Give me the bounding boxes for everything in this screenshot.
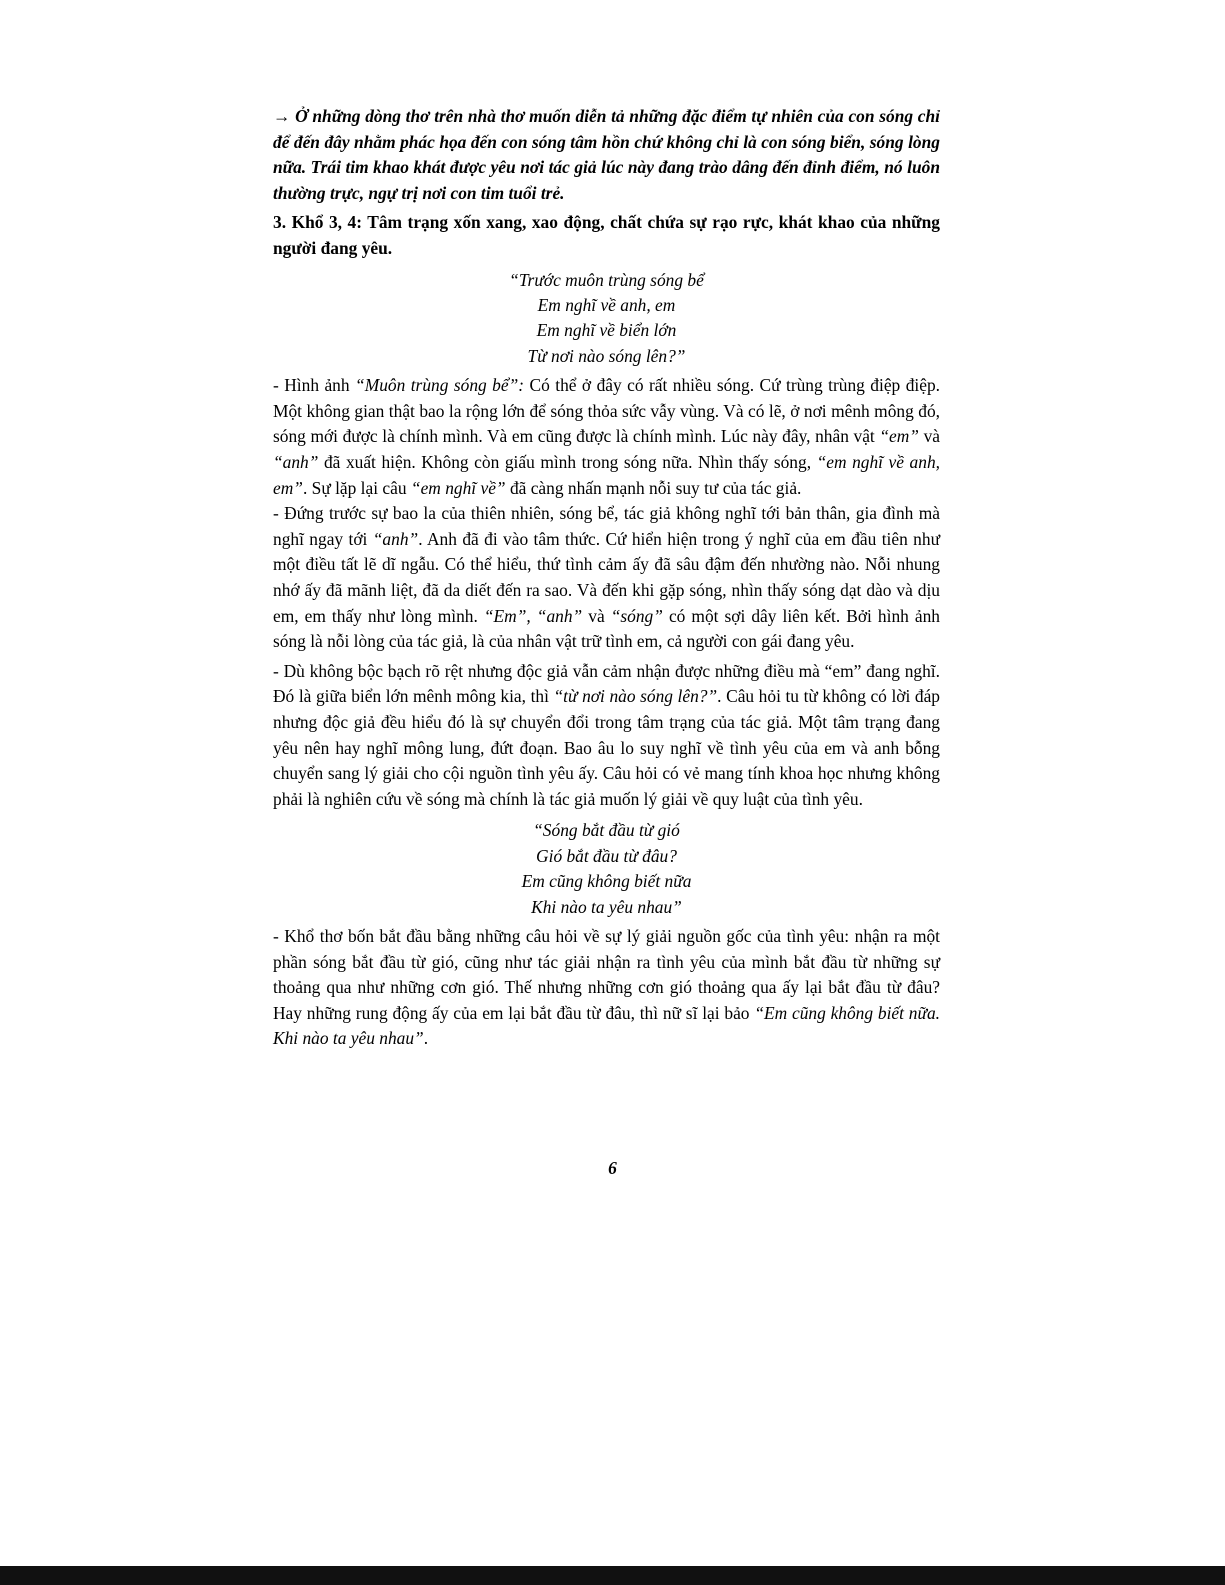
- quote-run: “anh”: [273, 451, 319, 472]
- section-heading: 3. Khổ 3, 4: Tâm trạng xốn xang, xao động, chất chứa sự rạo rực, khát khao của những người đang yêu.: [273, 212, 940, 258]
- quote-run: “Em”, “anh”: [483, 605, 583, 626]
- text-run: .: [423, 1028, 429, 1049]
- document-body: [273, 104, 940, 1052]
- text-run: đã xuất hiện. Không còn giấu mình trong sóng nữa. Nhìn thấy sóng,: [318, 451, 817, 472]
- arrow-right-icon: →: [273, 106, 291, 126]
- analysis-paragraph-3: [273, 659, 940, 813]
- quote-run: “em nghĩ về”: [410, 477, 506, 498]
- page-bottom-edge: [0, 1566, 1225, 1585]
- quote-run: “em nghĩ về anh, em”: [273, 451, 940, 498]
- text-run: - Dù không bộc bạch rõ rệt nhưng độc giả vẫn cảm nhận được những điều mà “em” đang nghĩ. Đó là giữa biển lớn mênh mông kia, thì: [273, 660, 940, 707]
- analysis-paragraph-2: [273, 501, 940, 655]
- text-run: và: [918, 426, 940, 447]
- text-run: . Sự lặp lại câu: [302, 477, 411, 498]
- text-run: và: [582, 605, 611, 626]
- text-run: đã càng nhấn mạnh nỗi suy tư của tác giả.: [505, 477, 802, 498]
- poem-line: “Sóng bắt đầu từ gió: [533, 820, 680, 841]
- poem-line: “Trước muôn trùng sóng bể: [509, 269, 704, 290]
- quote-run: “từ nơi nào sóng lên?”: [553, 686, 718, 707]
- quote-run: “em”: [879, 426, 919, 447]
- poem-line: Em nghĩ về biển lớn: [536, 320, 677, 341]
- text-run: . Anh đã đi vào tâm thức. Cứ hiển hiện trong ý nghĩ của em đầu tiên như một điều tất lẽ dĩ ngẫu. Có thể hiểu, thứ tình cảm ấy đã sâu đậm đến nhường nào. Nỗi nhung nhớ ấy đã mãnh liệt, đã da diết đến ra sao. Và đến khi gặp sóng, nhìn thấy sóng dạt dào và dịu em, em thấy như lòng mình.: [273, 528, 940, 626]
- intro-paragraph: [273, 104, 940, 206]
- poem-line: Em cũng không biết nữa: [521, 871, 692, 892]
- analysis-paragraph-1: [273, 373, 940, 501]
- quote-run: “Em cũng không biết nữa. Khi nào ta yêu nhau”: [273, 1002, 940, 1049]
- poem-line: Khi nào ta yêu nhau”: [531, 896, 682, 917]
- quote-run: “anh”: [372, 528, 419, 549]
- text-run: có một sợi dây liên kết. Bởi hình ảnh sóng là nỗi lòng của tác giả, là của nhân vật trữ tình em, cả người con gái đang yêu.: [273, 605, 940, 652]
- analysis-paragraph-4: [273, 924, 940, 1052]
- poem-stanza-3: [273, 268, 940, 370]
- poem-line: Gió bắt đầu từ đâu?: [536, 845, 677, 866]
- poem-line: Em nghĩ về anh, em: [537, 294, 676, 315]
- text-run: Có thể ở đây có rất nhiều sóng. Cứ trùng trùng điệp điệp. Một không gian thật bao la rộng lớn để sóng thỏa sức vẫy vùng. Và có lẽ, ở nơi mênh mông đó, sóng mới được là chính mình. Và em cũng được là chính mình. Lúc này đây, nhân vật: [273, 375, 940, 447]
- text-run: - Hình ảnh: [273, 375, 356, 396]
- quote-run: “sóng”: [610, 605, 663, 626]
- poem-stanza-4: [273, 818, 940, 920]
- page-number: 6: [608, 1158, 617, 1178]
- quote-run: “Muôn trùng sóng bể”:: [355, 375, 525, 396]
- intro-text: Ở những dòng thơ trên nhà thơ muốn diễn tả những đặc điểm tự nhiên của con sóng chỉ để đến đây nhằm phác họa đến con sóng tâm hồn chứ không chỉ là con sóng biển, sóng lòng nữa. Trái tim khao khát được yêu nơi tác giả lúc này đang trào dâng đến đỉnh điểm, nó luôn thường trực, ngự trị nơi con tim tuổi trẻ.: [273, 106, 940, 203]
- text-run: . Câu hỏi tu từ không có lời đáp nhưng độc giả đều hiểu đó là sự chuyển đổi trong tâm trạng của tác giả. Một tâm trạng đang yêu nên hay nghĩ mông lung, đứt đoạn. Bao âu lo suy nghĩ về tình yêu của em và anh bỗng chuyển sang lý giải cho cội nguồn tình yêu ấy. Câu hỏi có vẻ mang tính khoa học nhưng không phải là nghiên cứu về sóng mà chính là tác giả muốn lý giải về quy luật của tình yêu.: [273, 686, 940, 809]
- text-run: - Khổ thơ bốn bắt đầu bằng những câu hỏi về sự lý giải nguồn gốc của tình yêu: nhận ra một phần sóng bắt đầu từ gió, cũng như tác giải nhận ra tình yêu của mình bắt đầu từ những sự thoảng qua như những cơn gió. Thế nhưng những cơn gió thoảng qua ấy lại bắt đầu từ đâu? Hay những rung động ấy của em lại bắt đầu từ đâu, thì nữ sĩ lại bảo: [273, 925, 940, 1023]
- text-run: - Đứng trước sự bao la của thiên nhiên, sóng bể, tác giả không nghĩ tới bản thân, gia đình mà nghĩ ngay tới: [273, 503, 940, 549]
- poem-line: Từ nơi nào sóng lên?”: [527, 345, 686, 366]
